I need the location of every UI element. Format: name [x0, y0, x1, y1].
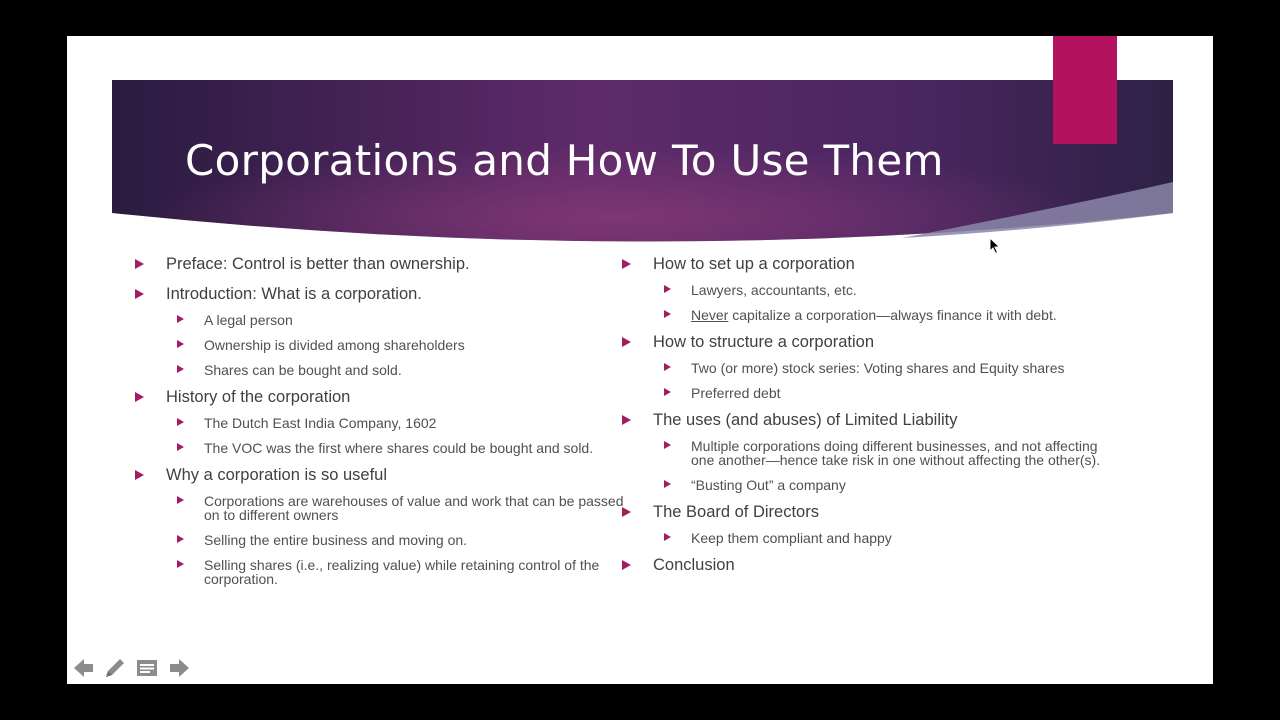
- outline-subitem: Shares can be bought and sold.: [166, 363, 625, 377]
- outline-subitem: Never capitalize a corporation—always finance it with debt.: [653, 308, 1112, 322]
- bullet-icon: [177, 496, 184, 504]
- outline-item: History of the corporation The Dutch East India Company, 1602 The VOC was the first where shares could be bought and sold.: [135, 388, 625, 455]
- bullet-icon: [664, 533, 671, 541]
- accent-tab: [1053, 36, 1117, 144]
- pen-tool-button[interactable]: [103, 656, 127, 680]
- slide-menu-button[interactable]: [135, 656, 159, 680]
- outline-item: How to set up a corporation Lawyers, accountants, etc. Never capitalize a corporation—always finance it with debt.: [622, 255, 1112, 322]
- previous-slide-button[interactable]: [72, 656, 96, 680]
- outline-item: Conclusion: [622, 556, 1112, 575]
- bullet-icon: [177, 443, 184, 451]
- outline-subitem: A legal person: [166, 313, 625, 327]
- arrow-right-icon: [167, 656, 191, 680]
- slide: [67, 36, 1213, 684]
- bullet-icon: [177, 315, 184, 323]
- bullet-icon: [664, 441, 671, 449]
- bullet-icon: [622, 415, 631, 425]
- bullet-icon: [664, 480, 671, 488]
- left-outline: [135, 255, 625, 597]
- mouse-pointer-icon: [989, 237, 1001, 255]
- outline-subitem: Selling the entire business and moving on.: [166, 533, 625, 547]
- next-slide-button[interactable]: [167, 656, 191, 680]
- bullet-icon: [622, 507, 631, 517]
- bullet-icon: [135, 392, 144, 402]
- bullet-icon: [622, 259, 631, 269]
- bullet-icon: [177, 365, 184, 373]
- outline-subitem: Two (or more) stock series: Voting shares and Equity shares: [653, 361, 1112, 375]
- right-outline: [622, 255, 1112, 586]
- bullet-icon: [664, 363, 671, 371]
- outline-item: The uses (and abuses) of Limited Liability Multiple corporations doing different businesses, and not affecting one another—hence take risk in one without affecting the other(s). “Busting Out” a company: [622, 411, 1112, 492]
- outline-item: Introduction: What is a corporation. A legal person Ownership is divided among shareholders Shares can be bought and sold.: [135, 285, 625, 377]
- outline-item: Why a corporation is so useful Corporations are warehouses of value and work that can be passed on to different owners Selling the entire business and moving on. Selling shares (i.e., realizing value) while retaining control of the corporation.: [135, 466, 625, 586]
- outline-subitem: The Dutch East India Company, 1602: [166, 416, 625, 430]
- outline-item: How to structure a corporation Two (or more) stock series: Voting shares and Equity shares Preferred debt: [622, 333, 1112, 400]
- outline-subitem: Selling shares (i.e., realizing value) while retaining control of the corporation.: [166, 558, 625, 586]
- bullet-icon: [664, 285, 671, 293]
- outline-subitem: “Busting Out” a company: [653, 478, 1112, 492]
- outline-subitem: Corporations are warehouses of value and work that can be passed on to different owners: [166, 494, 625, 522]
- bullet-icon: [177, 418, 184, 426]
- outline-subitem: Preferred debt: [653, 386, 1112, 400]
- outline-subitem: The VOC was the first where shares could be bought and sold.: [166, 441, 625, 455]
- bullet-icon: [664, 388, 671, 396]
- bullet-icon: [135, 289, 144, 299]
- outline-subitem: Ownership is divided among shareholders: [166, 338, 625, 352]
- bullet-icon: [135, 259, 144, 269]
- outline-subitem: Lawyers, accountants, etc.: [653, 283, 1112, 297]
- outline-subitem: Multiple corporations doing different businesses, and not affecting one another—hence take risk in one without affecting the other(s).: [653, 439, 1112, 467]
- bullet-icon: [177, 340, 184, 348]
- pencil-icon: [103, 656, 127, 680]
- slide-title: Corporations and How To Use Them: [185, 136, 944, 185]
- bullet-icon: [622, 560, 631, 570]
- menu-icon: [135, 656, 159, 680]
- bullet-icon: [135, 470, 144, 480]
- outline-item: The Board of Directors Keep them compliant and happy: [622, 503, 1112, 545]
- outline-item: Preface: Control is better than ownership.: [135, 255, 625, 274]
- outline-subitem: Keep them compliant and happy: [653, 531, 1112, 545]
- bullet-icon: [664, 310, 671, 318]
- bullet-icon: [177, 535, 184, 543]
- bullet-icon: [622, 337, 631, 347]
- emphasis-word: Never: [691, 307, 729, 323]
- arrow-left-icon: [72, 656, 96, 680]
- bullet-icon: [177, 560, 184, 568]
